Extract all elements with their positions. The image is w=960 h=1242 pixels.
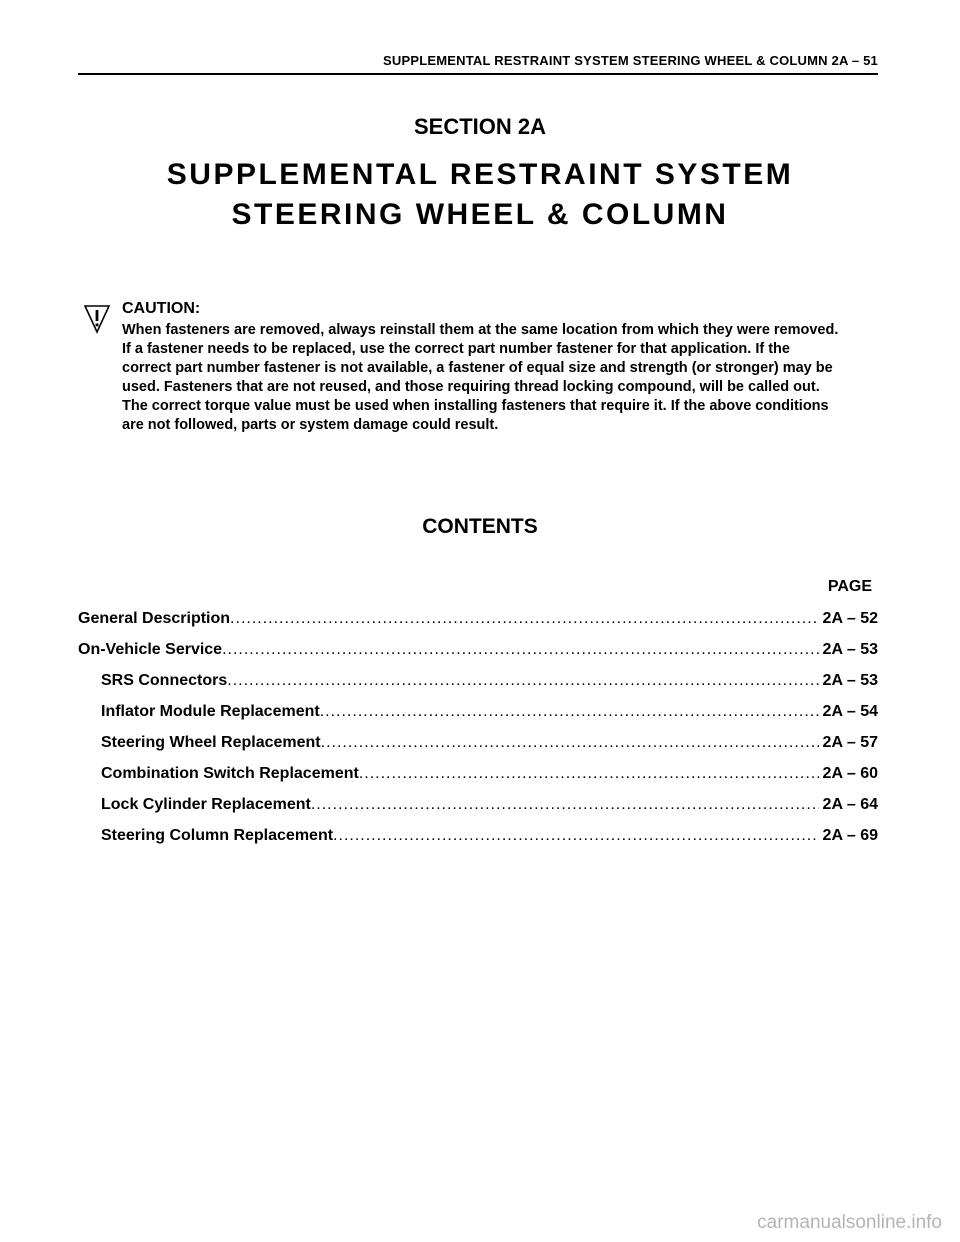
toc-item-page: 2A – 64 bbox=[822, 796, 878, 813]
toc-item-label: Steering Column Replacement bbox=[101, 827, 334, 844]
toc-leader-dots bbox=[321, 734, 819, 752]
running-header: SUPPLEMENTAL RESTRAINT SYSTEM STEERING WHEEL & COLUMN 2A – 51 bbox=[383, 53, 878, 68]
caution-heading: CAUTION: bbox=[122, 300, 201, 317]
toc-leader-dots bbox=[227, 672, 818, 690]
toc-leader-dots bbox=[359, 765, 819, 783]
toc-item-inflator-module-replacement[interactable] bbox=[78, 703, 878, 734]
toc-item-label: Steering Wheel Replacement bbox=[101, 734, 321, 751]
toc-item-page: 2A – 53 bbox=[822, 672, 878, 689]
toc-item-label: SRS Connectors bbox=[101, 672, 228, 689]
toc-item-lock-cylinder-replacement[interactable] bbox=[78, 796, 878, 827]
toc-item-page: 2A – 60 bbox=[822, 765, 878, 782]
toc-item-srs-connectors[interactable] bbox=[78, 672, 878, 703]
page-column-label: PAGE bbox=[827, 578, 872, 595]
toc-item-label: Combination Switch Replacement bbox=[101, 765, 359, 782]
contents-title: CONTENTS bbox=[422, 515, 538, 538]
toc-item-label: General Description bbox=[78, 610, 231, 627]
section-title-line2: STEERING WHEEL & COLUMN bbox=[231, 198, 729, 231]
toc-leader-dots bbox=[311, 796, 819, 814]
section-label: SECTION 2A bbox=[413, 114, 547, 139]
toc-item-page: 2A – 53 bbox=[822, 641, 878, 658]
watermark: carmanualsonline.info bbox=[757, 1212, 942, 1233]
section-title bbox=[0, 155, 960, 235]
toc-leader-dots bbox=[320, 703, 819, 721]
section-title-line1: SUPPLEMENTAL RESTRAINT SYSTEM bbox=[166, 158, 794, 191]
toc-item-page: 2A – 57 bbox=[822, 734, 878, 751]
toc-item-page: 2A – 69 bbox=[822, 827, 878, 844]
toc-item-combination-switch-replacement[interactable] bbox=[78, 765, 878, 796]
toc-leader-dots bbox=[333, 827, 819, 845]
toc-leader-dots bbox=[230, 610, 819, 628]
caution-body: When fasteners are removed, always reinstall them at the same location from which they were removed. If a fastener needs to be replaced, use the correct part number fastener for that application. If the correct part number fastener is not available, a fastener of equal size and strength (or stronger) may be used. Fasteners that are not reused, and those requiring thread locking compound, will be called out. The correct torque value must be used when installing fasteners that require it. If the above conditions are not followed, parts or system damage could result. bbox=[122, 322, 839, 433]
toc-item-steering-column-replacement[interactable] bbox=[78, 827, 878, 858]
table-of-contents bbox=[78, 610, 878, 858]
toc-item-general-description[interactable] bbox=[78, 610, 878, 641]
toc-item-label: Lock Cylinder Replacement bbox=[101, 796, 311, 813]
toc-leader-dots bbox=[222, 641, 818, 659]
warning-triangle-icon bbox=[84, 304, 110, 334]
toc-item-label: On-Vehicle Service bbox=[78, 641, 223, 658]
toc-item-page: 2A – 52 bbox=[822, 610, 878, 627]
toc-item-on-vehicle-service[interactable] bbox=[78, 641, 878, 672]
toc-item-steering-wheel-replacement[interactable] bbox=[78, 734, 878, 765]
header-rule bbox=[78, 73, 878, 75]
toc-item-page: 2A – 54 bbox=[822, 703, 878, 720]
toc-item-label: Inflator Module Replacement bbox=[101, 703, 320, 720]
